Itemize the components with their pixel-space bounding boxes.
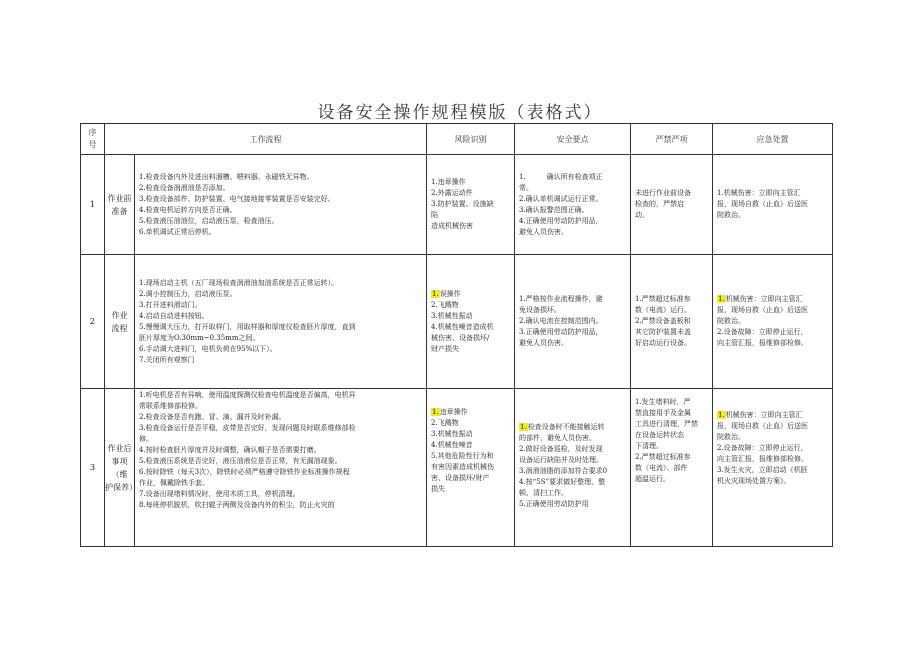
row-emergency: 1.机械伤害：立即向主管汇 报，现场自救（止血）后送医 院救治。 2.设备故障：立即停止运行， 向主管汇报，报维修部检修。 3.发生火灾，立即启动《机胚 机火灾现场处置方案》。 [713,389,833,547]
header-emergency: 应急处置 [713,124,833,155]
row-safety: 1.严格按作业流程操作，避 免设备损坏。 2.确认电流在控制范围内。 3.正确使用劳动防护用品， 避免人员伤害。 [515,255,631,389]
row-risk: 1.违章操作 2.外露运动件 3.防护装置、设施缺 陷 造成机械伤害 [427,155,515,255]
page-title: 设备安全操作规程模版（表格式） [317,103,603,123]
table-row [81,155,833,255]
header-row [81,124,833,155]
row-number: 1 [81,155,105,255]
row-safety: 1. 确认所有检查项正 常。 2.确认单机调试运行正常。 3.确认报警范围正确。 4.正确使用劳动防护用品， 避免人员伤害。 [515,155,631,255]
row-risk: 1.违章操作 2.飞溅物 3.机械性振动 4.机械性噪音 5.其他危险性行为和 有害因素造成机械伤 害、设备损坏/财产 损失 [427,389,515,547]
procedure-table [80,123,833,547]
header-risk: 风险识别 [427,124,515,155]
row-stage: 作业前 准备 [105,155,135,255]
highlight-mark: 1. [432,289,439,298]
row-forbidden: 1.发生堵料时，严 禁直接用手及金属 工具进行清理，严禁 在设备运转状态 下清理。 2.严禁超过标准参 数（电流）、部件 超温运行。 [631,389,713,547]
row-forbidden: 1.严禁超过标准参 数（电流）运行。 2.严禁设备盖板和 其它防护装置未盖 好启动运行设备。 [631,255,713,389]
highlight-mark: 1. [432,408,439,416]
row-forbidden: 未进行作业前设备 检查的，严禁启 动。 [631,155,713,255]
row-emergency: 1.机械伤害：立即向主管汇 报，现场自救（止血）后送医 院救治。 [713,155,833,255]
row-safety: 1.检查设备时不能接触运转 的部件，避免人员伤害。 2.做好设备巡检，及时发现 设备运行缺陷并及时处理。 3.润滑油脂的添加符合要求0 4.按“5S”要求做好整理、整 顿、清扫工作。 5.正确使用劳动防护用 [515,389,631,547]
header-safety: 安全要点 [515,124,631,155]
header-process: 工作流程 [105,124,427,155]
row-stage: 作业后 事项 （维 护保养） [105,389,135,547]
header-seq: 序 号 [81,124,105,155]
row-process: 1.检查设备内外及进出料溜槽、喂料器、永磁铁无异物。 2.检查设备润滑油是否添加。 3.检查设备部件、防护装置、电气接地接零装置是否安装完好。 4.检查电机运转方向是否正确。 5.检查液压油油位，启动液压泵，检查油压。 6.单机调试正常后停机。 [135,155,427,255]
highlight-mark: 1. [718,295,725,303]
row-emergency: 1.机械伤害：立即向主管汇 报，现场自救（止血）后送医 院救治。 2.设备故障：立即停止运行， 向主管汇报，报维修部检修。 [713,255,833,389]
row-number: 3 [81,389,105,547]
row-process: 1.现场启动主机（五厂现场检查润滑油加油系统是否正常运转）。 2.调小控制压力，启动液压泵。 3.打开进料滑动门。 4.启动自动进料按钮。 5.慢慢调大压力，打开取样门，用取样器和厚度仪检查胚片厚度，直到 胚片厚度为O.30mm~0.35mm之间。 6.手动调大进料门，电机负荷在95%以下）。 7.关闭所有观察门 [135,255,427,389]
table-row [81,255,833,389]
header-forbidden: 严禁严项 [631,124,713,155]
row-stage: 作业 流程 [105,255,135,389]
highlight-mark: 1. [520,423,527,431]
highlight-mark: 1. [718,411,725,419]
table-row [81,389,833,547]
row-process: 1.听电机是否有异响，使用温度探测仪检查电机温度是否偏高，电机异 常联系维修部检修。 2.检查设备是否有跑、冒、滴、漏并及时补漏。 3.检查设备运行是否平稳，皮带是否完好，发现问题及时联系维修部检 修。 4.按时检查胚片厚度并及时调整，确认帽子是否需要打磨。 5.检查液压系统是否完好，液压油液位是否正常，有无漏油现象。 6.按时除铁（每天3次），除铁时必须严格遵守除铁作业标准操作规程 作业，佩戴除铁手套。 7.设备出现堵料情况时，使用木质工具，停机清理。 8.每班停机脱机，吹扫辊子两侧及设备内外的积尘，防止火灾的 [135,389,427,547]
row-number: 2 [81,255,105,389]
row-risk: 1.误操作 2.飞溅物 3.机械性振动 4.机械性噪音造成机 械伤害、设备损坏/ 财产损失 [427,255,515,389]
